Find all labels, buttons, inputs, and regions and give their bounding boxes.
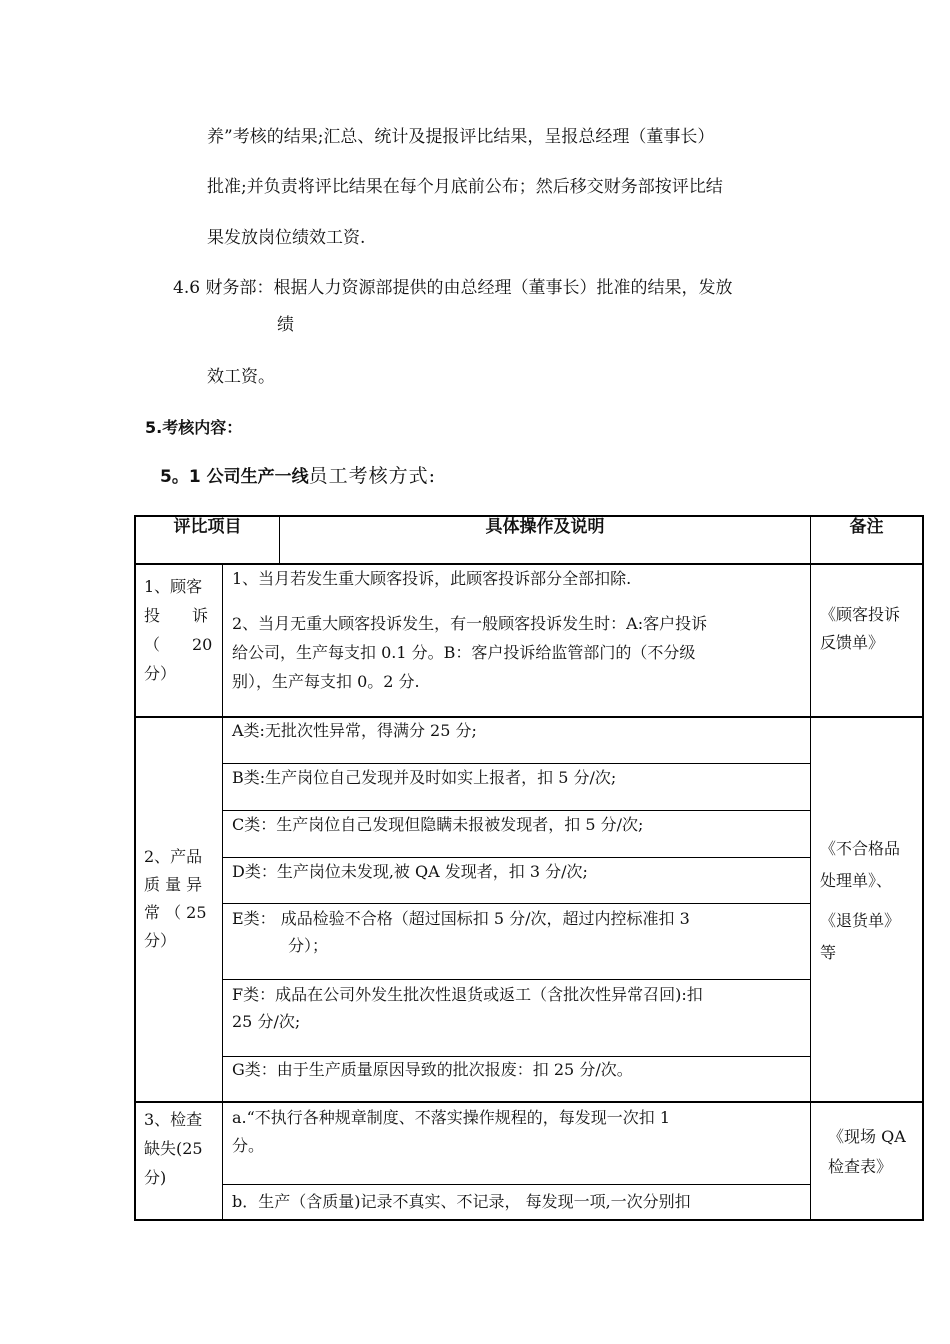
- row3-item-b: b．生产（含质量)记录不真实、不记录， 每发现一项,一次分别扣: [232, 1192, 691, 1211]
- row2-class-f: F类：成品在公司外发生批次性退货或返工（含批次性异常召回):扣 25 分/次;: [232, 985, 703, 1031]
- paragraph-line: 绩: [277, 315, 294, 335]
- paragraph-line: 养”考核的结果;汇总、统计及提报评比结果，呈报总经理（董事长）: [207, 127, 715, 147]
- row1-item: 1、顾客 投 诉 （ 20 分）: [144, 577, 213, 683]
- row2-class-b: B类:生产岗位自己发现并及时如实上报者，扣 5 分/次;: [232, 768, 617, 787]
- paragraph-line: 效工资。: [207, 367, 275, 387]
- row2-class-c: C类：生产岗位自己发现但隐瞒未报被发现者，扣 5 分/次;: [232, 815, 644, 834]
- row3-item-a: a.“不执行各种规章制度、不落实操作规程的，每发现一次扣 1 分。: [232, 1108, 671, 1155]
- subsection-heading-bold: 5。1 公司生产一线: [160, 467, 309, 487]
- header-note: 备注: [849, 517, 884, 537]
- row2-class-d: D类：生产岗位未发现,被 QA 发现者，扣 3 分/次;: [232, 862, 588, 881]
- section-heading: 5.考核内容：: [145, 418, 243, 437]
- row2-class-g: G类：由于生产质量原因导致的批次报废：扣 25 分/次。: [232, 1060, 633, 1079]
- row2-class-e: E类： 成品检验不合格（超过国标扣 5 分/次，超过内控标准扣 3 分）；: [232, 909, 690, 955]
- row2-item: 2、产品 质 量 异 常 （ 25 分）: [144, 847, 207, 950]
- row2-note: 《不合格品 处理单》、 《退货单》 等: [820, 839, 901, 962]
- header-description: 具体操作及说明: [485, 517, 605, 537]
- subsection-heading: [160, 465, 436, 488]
- row1-note: 《顾客投诉 反馈单》: [820, 605, 901, 652]
- paragraph-line: 4.6 财务部：根据人力资源部提供的由总经理（董事长）批准的结果，发放: [173, 278, 733, 298]
- assessment-table: [134, 515, 924, 1221]
- paragraph-line: 批准;并负责将评比结果在每个月底前公布；然后移交财务部按评比结: [207, 177, 723, 197]
- header-item: 评比项目: [173, 517, 242, 537]
- row1-desc2: 2、当月无重大顾客投诉发生，有一般顾客投诉发生时：A:客户投诉 给公司，生产每支扣 0.1 分。B：客户投诉给监管部门的（不分级 别），生产每支扣 0。2 分.: [232, 614, 708, 691]
- row3-item: 3、检查 缺失(25 分): [144, 1110, 203, 1187]
- row1-desc1: 1、当月若发生重大顾客投诉，此顾客投诉部分全部扣除.: [232, 569, 632, 588]
- paragraph-line: 果发放岗位绩效工资.: [207, 228, 366, 248]
- row2-class-a: A类:无批次性异常，得满分 25 分;: [232, 721, 477, 740]
- row3-note: 《现场 QA 检查表》: [828, 1127, 906, 1176]
- subsection-heading-rest: 员工考核方式:: [308, 465, 436, 487]
